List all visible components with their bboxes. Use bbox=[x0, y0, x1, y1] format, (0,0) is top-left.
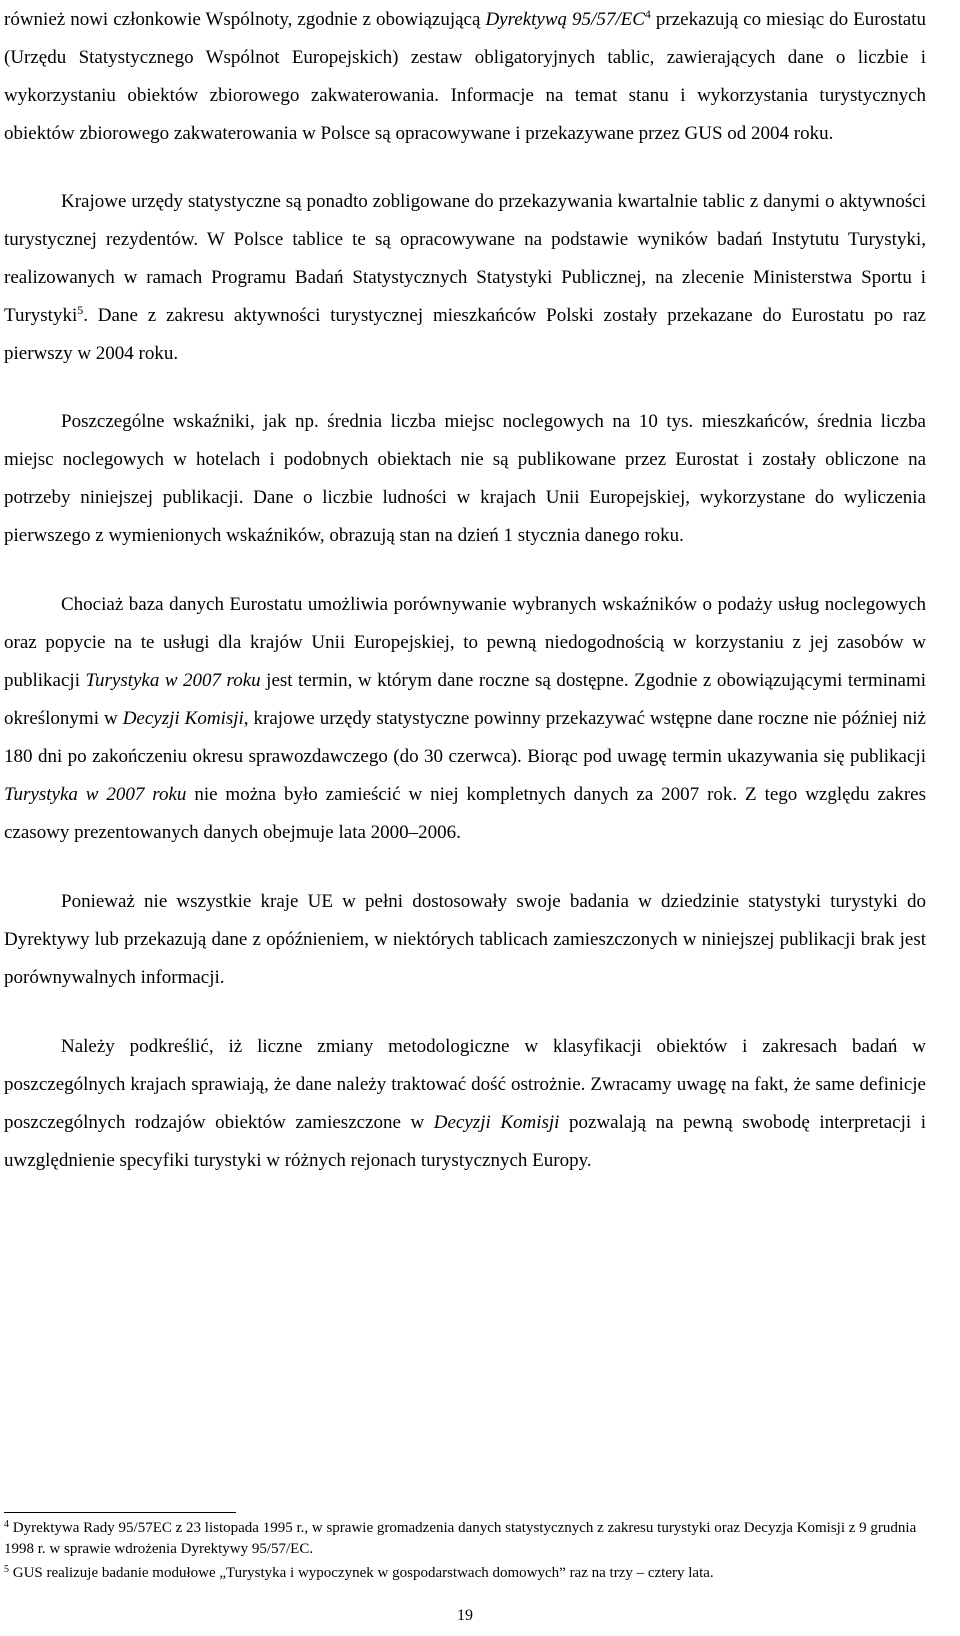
paragraph-indicators bbox=[4, 403, 926, 555]
footnote-ref-4[interactable]: 4 bbox=[644, 7, 651, 21]
footnote-4 bbox=[4, 1518, 926, 1560]
footnote-mark: 5 bbox=[4, 1564, 9, 1575]
body-text bbox=[4, 1, 926, 1210]
footnote-separator bbox=[4, 1512, 236, 1513]
text-run: Krajowe urzędy statystyczne są ponadto zobligowane do przekazywania kwartalnie tablic z danymi o aktywności turystycznej rezydentów. W Polsce tablice te są opracowywane na podstawie wyników badań Instytutu Turystyki, realizowanych w ramach Programu Badań Statystycznych Statystyki Publicznej, na zlecenie Ministerstwa Sportu i Turystyki bbox=[4, 191, 926, 326]
footnote-text: Dyrektywa Rady 95/57EC z 23 listopada 1995 r., w sprawie gromadzenia danych statystycznych z zakresu turystyki oraz Decyzja Komisji z 9 grudnia 1998 r. w sprawie wdrożenia Dyrektywy 95/57/EC. bbox=[4, 1520, 917, 1557]
footnote-ref-5[interactable]: 5 bbox=[77, 303, 84, 317]
text-run: również nowi członkowie Wspólnoty, zgodnie z obowiązującą bbox=[4, 9, 486, 30]
footnote-text: GUS realizuje badanie modułowe „Turystyka i wypoczynek w gospodarstwach domowych” raz na trzy – cztery lata. bbox=[9, 1565, 714, 1581]
text-run: jest termin, w którym dane roczne są dostępne. Zgodnie z obowiązującymi terminami określonymi w bbox=[4, 670, 927, 729]
footnotes bbox=[4, 1518, 926, 1587]
paragraph-data-timing bbox=[4, 586, 926, 852]
paragraph-comparability bbox=[4, 883, 926, 997]
text-run: Ponieważ nie wszystkie kraje UE w pełni dostosowały swoje badania w dziedzinie statystyki turystyki do Dyrektywy lub przekazują dane z opóźnieniem, w niektórych tablicach zamieszczonych w niniejszej publikacji brak jest porównywalnych informacji. bbox=[4, 891, 926, 988]
directive-reference: Dyrektywą 95/57/EC bbox=[485, 9, 645, 30]
text-run: przekazują co miesiąc do Eurostatu (Urzędu Statystycznego Wspólnot Europejskich) zestaw obligatoryjnych tablic, zawierających dane o liczbie i wykorzystaniu obiektów zbiorowego zakwaterowania. Informacje na temat stanu i wykorzystania turystycznych obiektów zbiorowego zakwaterowania w Polsce są opracowywane i przekazywane przez GUS od 2004 roku. bbox=[4, 9, 926, 144]
text-run: . Dane z zakresu aktywności turystycznej mieszkańców Polski zostały przekazane do Eurostatu po raz pierwszy w 2004 roku. bbox=[4, 305, 926, 364]
publication-title: Turystyka w 2007 roku bbox=[85, 670, 261, 691]
decision-reference: Decyzji Komisji bbox=[433, 1112, 560, 1133]
paragraph-methodology bbox=[4, 1028, 926, 1180]
paragraph-resident-activity bbox=[4, 183, 926, 373]
text-run: nie można było zamieścić w niej kompletnych danych za 2007 rok. Z tego względu zakres czasowy prezentowanych danych obejmuje lata 2000–2006. bbox=[4, 784, 926, 843]
text-run: pozwalają na pewną swobodę interpretacji i uwzględnienie specyfiki turystyki w różnych rejonach turystycznych Europy. bbox=[4, 1112, 926, 1171]
text-run: Należy podkreślić, iż liczne zmiany metodologiczne w klasyfikacji obiektów i zakresach badań w poszczególnych krajach sprawiają, że dane należy traktować dość ostrożnie. Zwracamy uwagę na fakt, że same definicje poszczególnych rodzajów obiektów zamieszczone w bbox=[4, 1036, 926, 1133]
footnote-5 bbox=[4, 1563, 926, 1584]
text-run: Chociaż baza danych Eurostatu umożliwia porównywanie wybranych wskaźników o podaży usług noclegowych oraz popycie na te usługi dla krajów Unii Europejskiej, to pewną niedogodnością w korzystaniu z jej zasobów w publikacji bbox=[4, 594, 926, 691]
publication-title: Turystyka w 2007 roku bbox=[4, 784, 187, 805]
text-run: , krajowe urzędy statystyczne powinny przekazywać wstępne dane roczne nie później niż 180 dni po zakończeniu okresu sprawozdawczego (do 30 czerwca). Biorąc pod uwagę termin ukazywania się publikacji bbox=[4, 708, 926, 767]
paragraph-eu-reporting bbox=[4, 1, 926, 153]
footnote-mark: 4 bbox=[4, 1519, 9, 1530]
page-number: 19 bbox=[457, 1607, 473, 1624]
text-run: Poszczególne wskaźniki, jak np. średnia liczba miejsc noclegowych na 10 tys. mieszkańców, średnia liczba miejsc noclegowych w hotelach i podobnych obiektach nie są publikowane przez Eurostat i zostały obliczone na potrzeby niniejszej publikacji. Dane o liczbie ludności w krajach Unii Europejskiej, wykorzystane do wyliczenia pierwszego z wymienionych wskaźników, obrazują stan na dzień 1 stycznia danego roku. bbox=[4, 411, 926, 546]
decision-reference: Decyzji Komisji bbox=[122, 708, 244, 729]
